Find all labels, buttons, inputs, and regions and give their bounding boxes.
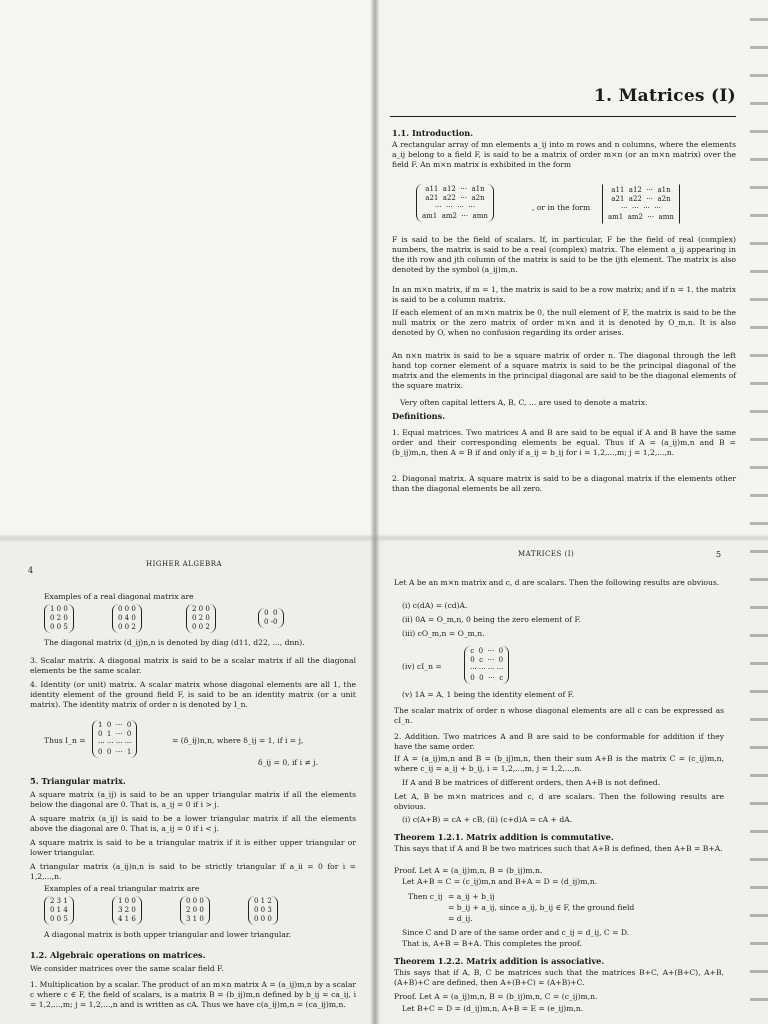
calc-step-3: = d_ij. [448,914,473,923]
proof-1-since: Since C and D are of the same order and c_ij = d_ij, C = D. [402,928,630,937]
scalar-multiplication-def: 1. Multiplication by a scalar. The product of an m×n matrix A = (a_ij)m,n by a scalar c where c ∈ F, the field of scalars, is a matrix B = (b_ij)m,n defined by b_ij = ca_ij, i = 1,2,...,m; j = 1,2,...,n and is written as cA. Thus we have c(a_ij)m,n = (ca_ij)m,n. [30,980,356,1009]
diag-matrix-2: 0 0 0 0 4 0 0 0 2 [112,604,142,633]
proof-2-line-1: Proof. Let A = (a_ij)m,n, B = (b_ij)m,n, C = (c_ij)m,n. [394,992,598,1001]
result-ii: (ii) 0A = O_m,n, 0 being the zero element of F. [402,615,581,624]
theorem-1-2-2: Theorem 1.2.2. Matrix addition is associative. [394,956,605,966]
tri-matrix-4: 0 1 2 0 0 3 0 0 0 [248,896,278,925]
strictly-triangular-def: A triangular matrix (a_ij)n,n is said to be strictly triangular if a_ii = 0 for i = 1,2,...,n. [30,862,356,881]
page-5 [386,540,768,1024]
triangular-def: A square matrix is said to be a triangular matrix if it is either upper triangular or lower triangular. [30,838,356,857]
theorem-1-2-1: Theorem 1.2.1. Matrix addition is commutative. [394,832,614,842]
page-number: 5 [716,550,722,559]
identity-matrix: 1 0 ··· 0 0 1 ··· 0 ··· ··· ··· ··· 0 0 ··· 1 [92,720,137,758]
addition-def: 2. Addition. Two matrices A and B are said to be conformable for addition if they have the same order. [394,732,724,751]
scalar-matrix-def: 3. Scalar matrix. A diagonal matrix is said to be a scalar matrix if all the diagonal elements be the same scalar. [30,656,356,675]
def-equal-matrices: 1. Equal matrices. Two matrices A and B are said to be equal if A and B have the same order and their corresponding elements be equal. Thus if A = (a_ij)m,n and B = (b_ij)m,n, then A = B if and only if a_ij = b_ij for i = 1,2,...,m; j = 1,2,...,n. [392,428,736,457]
intro-para6: Very often capital letters A, B, C, ... are used to denote a matrix. [400,398,648,407]
tri-matrix-3: 0 0 0 2 0 0 3 1 0 [180,896,210,925]
proof-1-conclusion: That is, A+B = B+A. This completes the proof. [402,939,582,948]
result-i: (i) c(dA) = (cd)A. [402,601,468,610]
spiral-binding-edge [750,0,768,1024]
intro-para1: A rectangular array of mn elements a_ij into m rows and n columns, where the elements a_ij belong to a field F, is said to be a matrix of order m×n (or an m×n matrix) over the field F. An m×n matrix is exhibited in the form [392,140,736,169]
triangular-heading: 5. Triangular matrix. [30,776,126,786]
title-rule [390,116,736,117]
scalar-results-intro: Let A be an m×n matrix and c, d are scalars. Then the following results are obvious. [394,578,720,587]
intro-para5: An n×n matrix is said to be a square matrix of order n. The diagonal through the left hand top corner element of a square matrix is said to be the principal diagonal of the matrix and the elements in the principal diagonal are said to be the diagonal elements of the square matrix. [392,351,736,390]
scan-page-divider [0,534,768,542]
blank-page [0,0,382,538]
page-number: 4 [28,566,34,575]
proof-1-line-2: Let A+B = C = (c_ij)m,n and B+A = D = (d_ij)m,n. [402,877,598,886]
diag-matrix-4: 0 0 0 -0 [258,608,284,628]
scalar-matrix-note: The scalar matrix of order n whose diagonal elements are all c can be expressed as cI_n. [394,706,724,725]
diag-examples-label: Examples of a real diagonal matrix are [44,592,194,601]
diagonal-both-note: A diagonal matrix is both upper triangular and lower triangular. [44,930,292,939]
thus-in-label: Thus I_n = [44,736,86,745]
def-diagonal-matrix: 2. Diagonal matrix. A square matrix is said to be a diagonal matrix if the elements other than the diagonal elements be all zero. [392,474,736,493]
lower-triangular-def: A square matrix (a_ij) is said to be a lower triangular matrix if all the elements above the diagonal are 0. That is, a_ij = 0 if i < j. [30,814,356,833]
result-v: (v) 1A = A, 1 being the identity element of F. [402,690,575,699]
addition-undefined: If A and B be matrices of different orders, then A+B is not defined. [402,778,661,787]
intro-para3: In an m×n matrix, if m = 1, the matrix is said to be a row matrix; and if n = 1, the matrix is said to be a column matrix. [392,285,736,304]
tri-matrix-2: 1 0 0 3 2 0 4 1 6 [112,896,142,925]
or-form-text: , or in the form [532,203,591,212]
addition-results: (i) c(A+B) = cA + cB, (ii) (c+d)A = cA + dA. [402,815,573,824]
chapter-title: 1. Matrices (I) [594,86,736,106]
calc-step-1: = a_ij + b_ij [448,892,495,901]
tri-matrix-1: 2 3 1 0 1 4 0 0 5 [44,896,74,925]
definitions-heading: Definitions. [392,411,446,421]
result-iv-label: (iv) cI_n = [402,662,442,671]
algebraic-ops-intro: We consider matrices over the same scalar field F. [30,964,224,973]
proof-1-line-1: Proof. Let A = (a_ij)m,n, B = (b_ij)m,n. [394,866,543,875]
delta-line-2: δ_ij = 0, if i ≠ j. [258,758,319,767]
identity-matrix-def: 4. Identity (or unit) matrix. A scalar matrix whose diagonal elements are all 1, the identity element of the ground field F, is said to be an identity matrix (or a unit matrix). The identity matrix of order n is denoted by I_n. [30,680,356,709]
then-cij: Then c_ij [408,892,443,901]
cin-matrix: c 0 ··· 0 0 c ··· 0 ··· ··· ··· ··· 0 0 ··· c [464,646,509,684]
book-binding-shadow [370,0,380,1024]
theorem-1-2-2-text: This says that if A, B, C be matrices such that the matrices B+C, A+(B+C), A+B, (A+B)+C are defined, then A+(B+C) = (A+B)+C. [394,968,724,987]
addition-results-intro: Let A, B be m×n matrices and c, d are scalars. Then the following results are obvious. [394,792,724,811]
intro-heading: 1.1. Introduction. [392,128,474,138]
running-head: MATRICES (I) [518,550,575,558]
diag-notation: The diagonal matrix (d_ij)n,n is denoted by diag (d11, d22, ..., dnn). [44,638,305,647]
addition-sum-def: If A = (a_ij)m,n and B = (b_ij)m,n, then their sum A+B is the matrix C = (c_ij)m,n, where c_ij = a_ij + b_ij, i = 1,2,...,m, j = 1,2,...,n. [394,754,724,773]
calc-step-2: = b_ij + a_ij, since a_ij, b_ij ∈ F, the ground field [448,903,635,912]
theorem-1-2-1-text: This says that if A and B be two matrices such that A+B is defined, then A+B = B+A. [394,844,723,853]
delta-line-1: = (δ_ij)n,n, where δ_ij = 1, if i = j, [172,736,304,745]
proof-2-line-2: Let B+C = D = (d_ij)m,n, A+B = E = (e_ij)m,n. [402,1004,584,1013]
result-iii: (iii) cO_m,n = O_m,n. [402,629,485,638]
page-chapter-1 [384,0,768,538]
diag-matrix-3: 2 0 0 0 2 0 0 0 2 [186,604,216,633]
algebraic-ops-heading: 1.2. Algebraic operations on matrices. [30,950,206,960]
page-4 [0,540,384,1024]
general-matrix-round: a11 a12 ··· a1n a21 a22 ··· a2n ··· ··· ··· ··· am1 am2 ··· amn [416,184,494,222]
intro-para4: If each element of an m×n matrix be 0, the null element of F, the matrix is said to be the null matrix or the zero matrix of order m×n and it is denoted by O_m,n. It is also denoted by O, when no confusion regarding its order arises. [392,308,736,337]
running-head: HIGHER ALGEBRA [146,560,223,568]
general-matrix-square: a11 a12 ··· a1n a21 a22 ··· a2n ··· ··· ··· ··· am1 am2 ··· amn [602,184,680,224]
upper-triangular-def: A square matrix (a_ij) is said to be an upper triangular matrix if all the elements below the diagonal are 0. That is, a_ij = 0 if i > j. [30,790,356,809]
tri-examples-label: Examples of a real triangular matrix are [44,884,200,893]
intro-para2: F is said to be the field of scalars. If, in particular, F be the field of real (complex) numbers, the matrix is said to be a real (complex) matrix. The element a_ij appearing in the ith row and jth column of the matrix is said to be the ijth element. The matrix is also denoted by the symbol (a_ij)m,n. [392,235,736,274]
diag-matrix-1: 1 0 0 0 2 0 0 0 5 [44,604,74,633]
